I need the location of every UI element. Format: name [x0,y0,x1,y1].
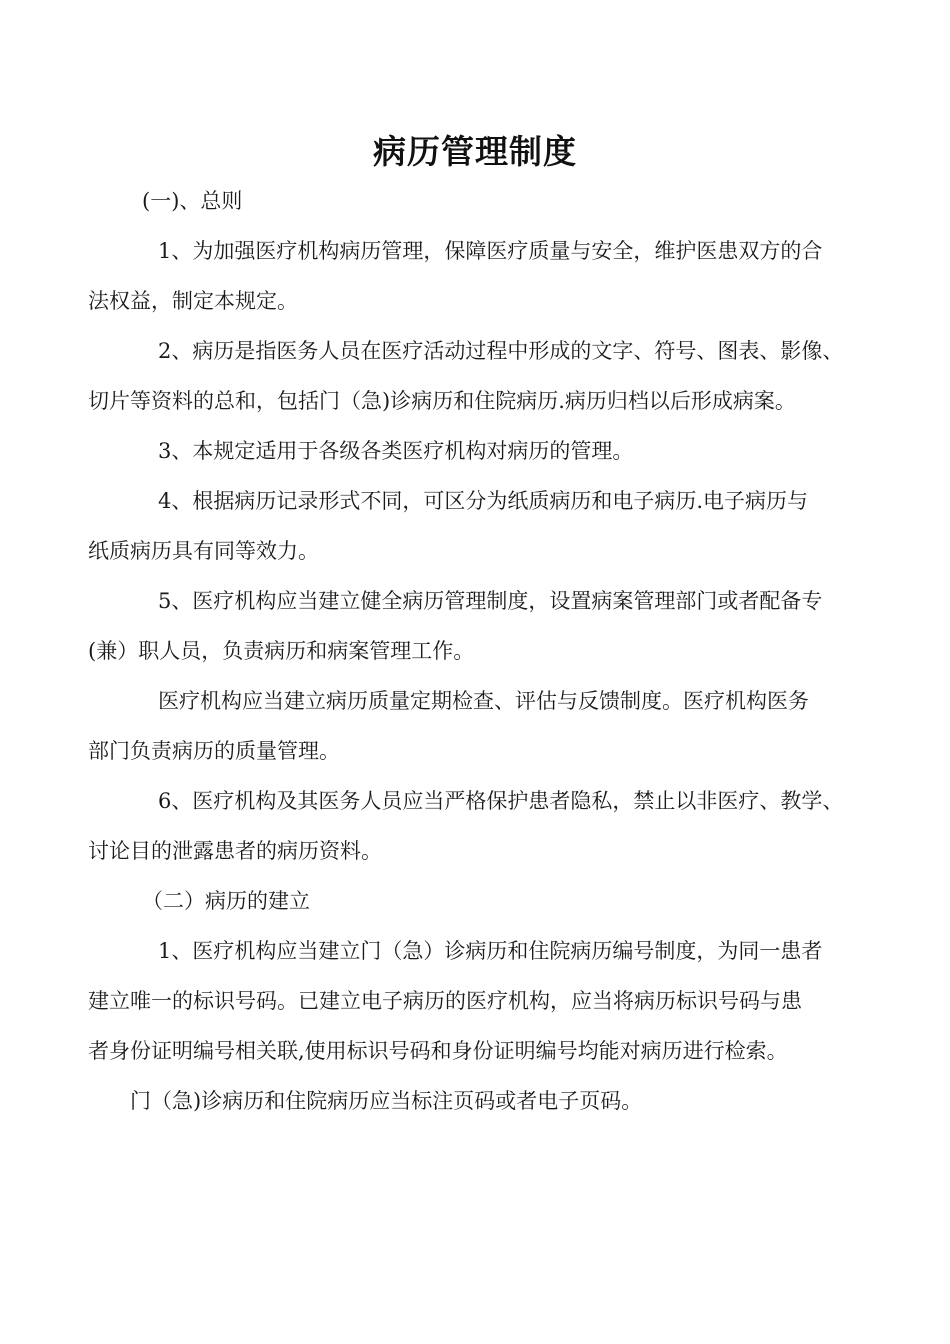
paragraph-line: 3、本规定适用于各级各类医疗机构对病历的管理。 [158,439,634,463]
paragraph-line: 2、病历是指医务人员在医疗活动过程中形成的文字、符号、图表、影像、 [158,339,844,363]
paragraph-line: 医疗机构应当建立病历质量定期检查、评估与反馈制度。医疗机构医务 [158,689,809,713]
paragraph-line: 者身份证明编号相关联,使用标识号码和身份证明编号均能对病历进行检索。 [88,1039,788,1063]
paragraph-line: 1、医疗机构应当建立门（急）诊病历和住院病历编号制度，为同一患者 [158,939,823,963]
paragraph-line: 部门负责病历的质量管理。 [88,739,340,763]
paragraph-line: 切片等资料的总和，包括门（急)诊病历和住院病历.病历归档以后形成病案。 [88,389,796,413]
paragraph-line: 6、医疗机构及其医务人员应当严格保护患者隐私，禁止以非医疗、教学、 [158,789,844,813]
paragraph-line: (兼）职人员，负责病历和病案管理工作。 [88,639,475,663]
paragraph-line: 建立唯一的标识号码。已建立电子病历的医疗机构，应当将病历标识号码与患 [88,989,802,1013]
paragraph-line: 5、医疗机构应当建立健全病历管理制度，设置病案管理部门或者配备专 [158,589,823,613]
paragraph-line: 1、为加强医疗机构病历管理，保障医疗质量与安全，维护医患双方的合 [158,239,823,263]
paragraph-line: 讨论目的泄露患者的病历资料。 [88,839,382,863]
document-title: 病历管理制度 [373,132,577,171]
section-heading-establishment: （二）病历的建立 [142,889,310,913]
paragraph-line: 4、根据病历记录形式不同，可区分为纸质病历和电子病历.电子病历与 [158,489,809,513]
paragraph-line: 纸质病历具有同等效力。 [88,539,319,563]
section-heading-general: (一)、总则 [142,189,243,213]
paragraph-line: 法权益，制定本规定。 [88,289,298,313]
paragraph-line: 门（急)诊病历和住院病历应当标注页码或者电子页码。 [130,1089,643,1113]
